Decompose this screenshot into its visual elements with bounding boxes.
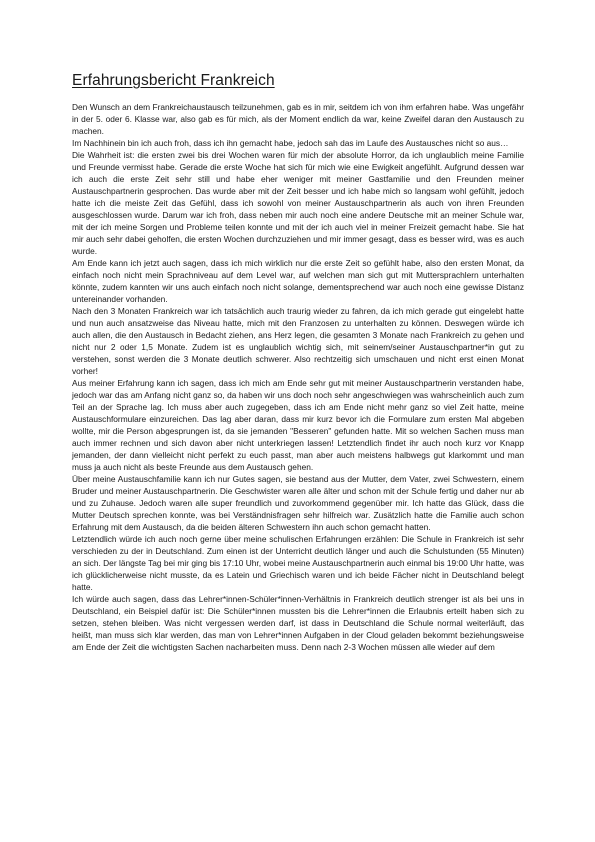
paragraph: Die Wahrheit ist: die ersten zwei bis drei Wochen waren für mich der absolute Horror, da ich unglaublich meine Familie und Freunde vermisst habe. Gerade die erste Woche hat sich für mich wie eine Ewigkeit angefühlt. Aufgrund dessen war ich auch die erste Zeit sehr still und habe eher weniger mit meiner Gastfamilie und den Freunden meiner Austauschpartnerin gesprochen. Das wurde aber mit der Zeit besser und ich habe mich so langsam wohl gefühlt, jedoch hatte ich die meiste Zeit das Gefühl, dass ich sowohl von meiner Austauschpartnerin als auch von ihren Freunden ausgeschlossen wurde. Darum war ich froh, dass neben mir auch noch eine andere Deutsche mit an meiner Schule war, mit der ich meine Sorgen und Probleme teilen konnte und mit der ich auch viel in meiner Freizeit gemacht habe. Sie hat mir auch sehr dabei geholfen, die ersten Wochen durchzuziehen und mir immer gesagt, dass es besser wird, was es auch wurde. — [72, 150, 524, 256]
paragraph: Über meine Austauschfamilie kann ich nur Gutes sagen, sie bestand aus der Mutter, dem Vater, zwei Schwestern, einem Bruder und meiner Austauschpartnerin. Die Geschwister waren alle älter und schon mit der Schule fertig und daher nur ab und zu Zuhause. Jedoch waren alle super freundlich und zuvorkommend gegenüber mir. Ich hatte das Glück, dass die Mutter Deutsch sprechen konnte, was bei Verständnisfragen sehr hilfreich war. Zusätzlich hatte die Familie auch schon Erfahrung mit dem Austausch, da die beiden älteren Schwestern ihn auch schon gemacht hatten. — [72, 474, 524, 532]
paragraph: Aus meiner Erfahrung kann ich sagen, dass ich mich am Ende sehr gut mit meiner Austauschpartnerin verstanden habe, jedoch war das am Anfang nicht ganz so, da haben wir uns doch noch sehr angeschwiegen was wahrscheinlich auch zum Teil an der Sprache lag. Ich muss aber auch zugegeben, dass ich am Ende nicht mehr ganz so viel Zeit hatte, meine Austauschformulare einzureichen. Das lag aber daran, dass mir kurz bevor ich die Formulare zum ersten Mal abgeben wollte, mir die Person abgesprungen ist, da sie jemanden "Besseren" gefunden hatte. Mit so welchen Sachen muss man auch immer rechnen und sich davon aber nicht unterkriegen lassen! Letztendlich findet ihr auch noch kurz vor Knapp jemanden, der dann vielleicht nicht perfekt zu euch passt, man aber auch meistens halbwegs gut klarkommt und man muss ja auch nicht als beste Freunde aus dem Austausch gehen. — [72, 378, 524, 472]
paragraph: Den Wunsch an dem Frankreichaustausch teilzunehmen, gab es in mir, seitdem ich von ihm erfahren habe. Was ungefähr in der 5. oder 6. Klasse war, also gab es für mich, als der Moment endlich da war, keine Zweifel daran den Austausch zu machen. — [72, 102, 524, 136]
paragraph: Nach den 3 Monaten Frankreich war ich tatsächlich auch traurig wieder zu fahren, da ich mich gerade gut eingelebt hatte und nun auch ansatzweise das Niveau hatte, mich mit den Franzosen zu unterhalten zu können. Deswegen würde ich auch allen, die den Austausch in Bedacht ziehen, ans Herz legen, die gesamten 3 Monate nach Frankreich zu gehen und nicht nur 2 oder 1,5 Monate. Zudem ist es unglaublich wichtig sich, mit seinem/seiner Austauschpartner*in gut zu verstehen, sonst werden die 3 Monate deutlich schwerer. Also rechtzeitig sich umschauen und nicht erst einen Monat vorher! — [72, 306, 524, 376]
paragraph: Letztendlich würde ich auch noch gerne über meine schulischen Erfahrungen erzählen: Die Schule in Frankreich ist sehr verschieden zu der in Deutschland. Zum einen ist der Unterricht deutlich länger und auch die Schulstunden (55 Minuten) an sich. Der längste Tag bei mir ging bis 17:10 Uhr, wobei meine Austauschpartnerin auch einmal bis 19:00 Uhr hatte, was ich glücklicherweise nicht musste, da es Latein und Griechisch waren und ich beide Fächer nicht in Deutschland belegt hatte. — [72, 534, 524, 592]
document-title: Erfahrungsbericht Frankreich — [72, 72, 275, 89]
paragraph: Ich würde auch sagen, dass das Lehrer*innen-Schüler*innen-Verhältnis in Frankreich deutlich strenger ist als bei uns in Deutschland, ein Beispiel dafür ist: Die Schüler*innen mussten bis die Lehrer*innen die Erlaubnis erteilt haben sich zu setzen, stehen bleiben. Was nicht vergessen werden darf, ist dass in Deutschland die Schule normal weiterläuft, das heißt, man muss sich klar werden, das man von Lehrer*innen Aufgaben in der Cloud geladen bekommt beziehungsweise am Ende der Zeit die wichtigsten Sachen nacharbeiten muss. Denn nach 2-3 Wochen müssen alle wieder auf dem — [72, 594, 524, 652]
paragraph: Im Nachhinein bin ich auch froh, dass ich ihn gemacht habe, jedoch sah das im Laufe des Austausches nicht so aus… — [72, 138, 509, 148]
paragraph: Am Ende kann ich jetzt auch sagen, dass ich mich wirklich nur die erste Zeit so gefühlt habe, also den ersten Monat, da einfach noch nicht mein Sprachniveau auf dem Level war, auf welchen man sich gut mit Muttersprachlern unterhalten könnte, zudem kannten wir uns auch einfach noch nicht solange, dementsprechend war auch noch eine gewisse Distanz untereinander vorhanden. — [72, 258, 524, 304]
document-body — [72, 101, 524, 653]
document-page — [72, 72, 524, 653]
